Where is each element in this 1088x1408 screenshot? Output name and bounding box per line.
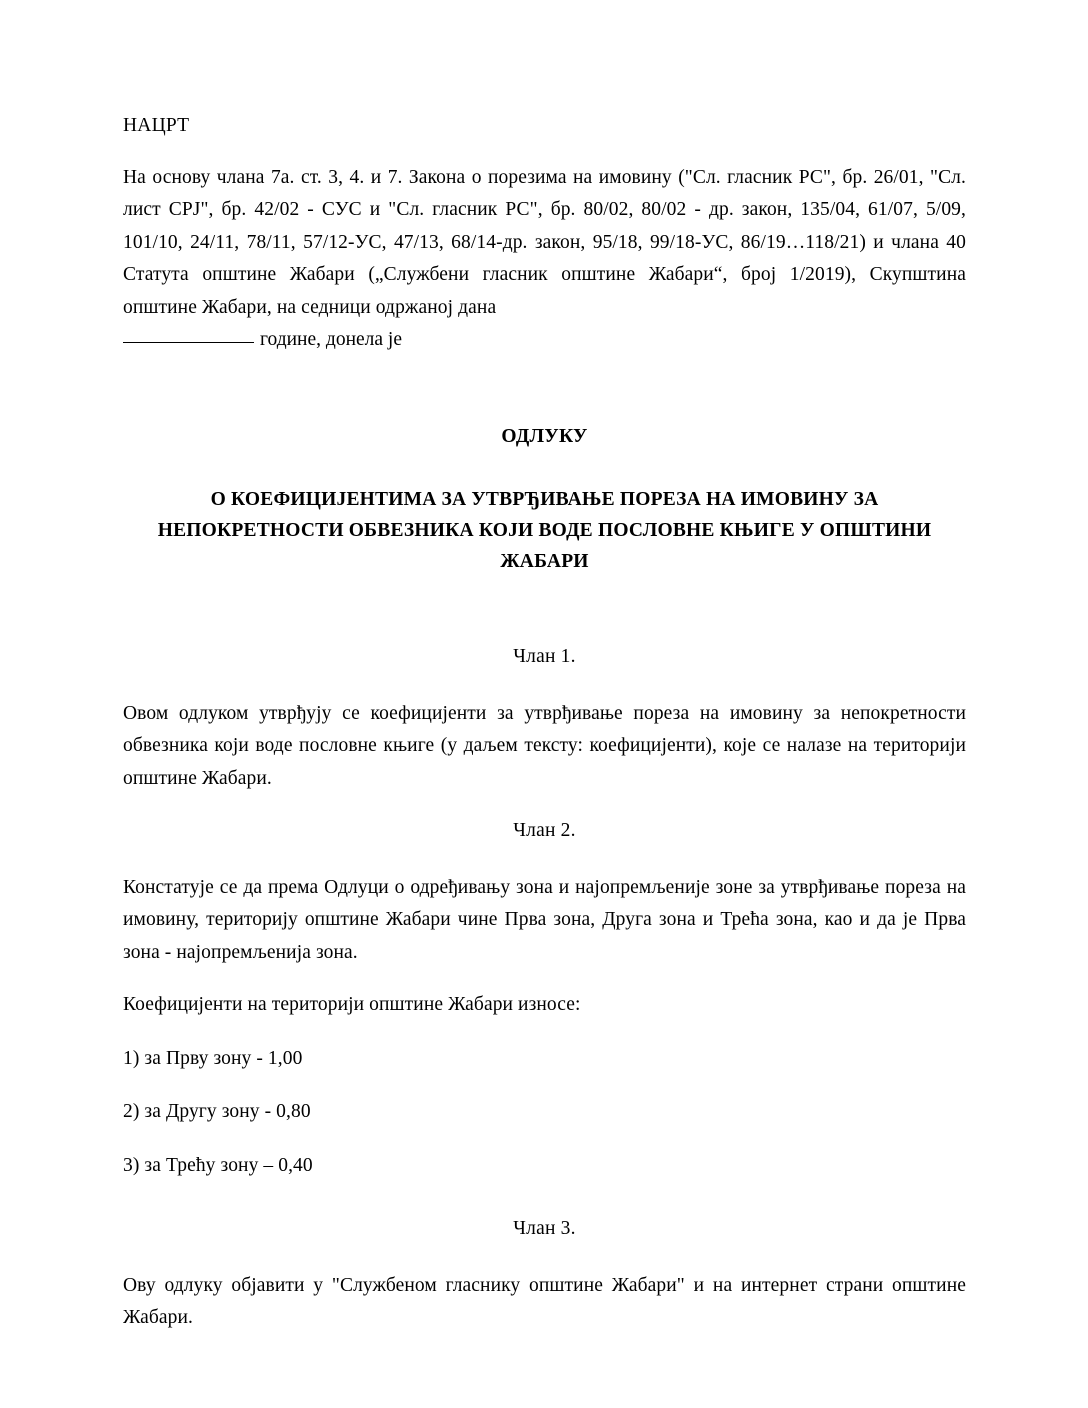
document-body — [123, 116, 966, 1335]
spacer — [123, 1015, 966, 1049]
article-3-body: Ову одлуку објавити у "Службеном гласнику општине Жабари" и на интернет страни општине Жабари. — [123, 1274, 966, 1328]
decision-title — [123, 484, 966, 577]
spacer — [123, 577, 966, 647]
spacer — [123, 841, 966, 872]
article-3-heading: Члан 3. — [513, 1218, 576, 1239]
spacer — [123, 1122, 966, 1156]
coefficient-zone-3: 3) за Трећу зону – 0,40 — [123, 1154, 313, 1176]
spacer — [123, 1239, 966, 1270]
spacer — [123, 1068, 966, 1102]
article-2-heading: Члан 2. — [513, 820, 576, 841]
decision-word: ОДЛУКУ — [501, 425, 588, 447]
spacer — [123, 1175, 966, 1219]
preamble-blank-suffix: године, донела је — [260, 329, 402, 350]
draft-label: НАЦРТ — [123, 115, 190, 136]
article-1-body: Овом одлуком утврђују се коефицијенти за утврђивање пореза на имовину за непокретности обвезника који воде пословне књиге (у даљем тексту: коефицијенти), које се налазе на територији општине Жабари. — [123, 702, 966, 789]
spacer — [123, 446, 966, 484]
spacer — [123, 667, 966, 698]
preamble-blank-line-row — [123, 324, 966, 357]
spacer — [123, 969, 966, 995]
decision-title-line-1: О КОЕФИЦИЈЕНТИМА ЗА УТВРЂИВАЊЕ ПОРЕЗА НА ИМОВИНУ ЗА — [210, 489, 879, 510]
decision-title-line-3: ЖАБАРИ — [500, 551, 589, 572]
spacer — [123, 357, 966, 427]
article-1-heading: Члан 1. — [513, 646, 576, 667]
spacer — [123, 795, 966, 821]
decision-title-line-2: НЕПОКРЕТНОСТИ ОБВЕЗНИКА КОЈИ ВОДЕ ПОСЛОВНЕ КЊИГЕ У ОПШТИНИ — [157, 520, 932, 541]
article-2-body: Констатује се да према Одлуци о одређивању зона и најопремљеније зоне за утврђивање пореза на имовину, територију општине Жабари чине Прва зона, Друга зона и Трећа зона, као и да је Прва зона - најопремљенија зона. — [123, 876, 966, 963]
preamble-paragraph: На основу члана 7а. ст. 3, 4. и 7. Закона о порезима на имовину ("Сл. гласник РС", бр. 26/01, "Сл. лист СРЈ", бр. 42/02 - СУС и "Сл. гласник РС", бр. 80/02, 80/02 - др. закон, 135/04, 61/07, 5/09, 101/10, 24/11, 78/11, 57/12-УС, 47/13, 68/14-др. закон, 95/18, 99/18-УС, 86/19…118/21) и члана 40 Статута општине Жабари („Службени гласник општине Жабари“, број 1/2019), Скупштина општине Жабари, на седници одржаној дана — [123, 166, 966, 318]
coefficients-intro: Коефицијенти на територији општине Жабари износе: — [123, 994, 581, 1015]
coefficient-zone-2: 2) за Другу зону - 0,80 — [123, 1101, 311, 1122]
fill-in-blank-rule[interactable] — [123, 342, 254, 343]
coefficient-zone-1: 1) за Прву зону - 1,00 — [123, 1047, 303, 1069]
